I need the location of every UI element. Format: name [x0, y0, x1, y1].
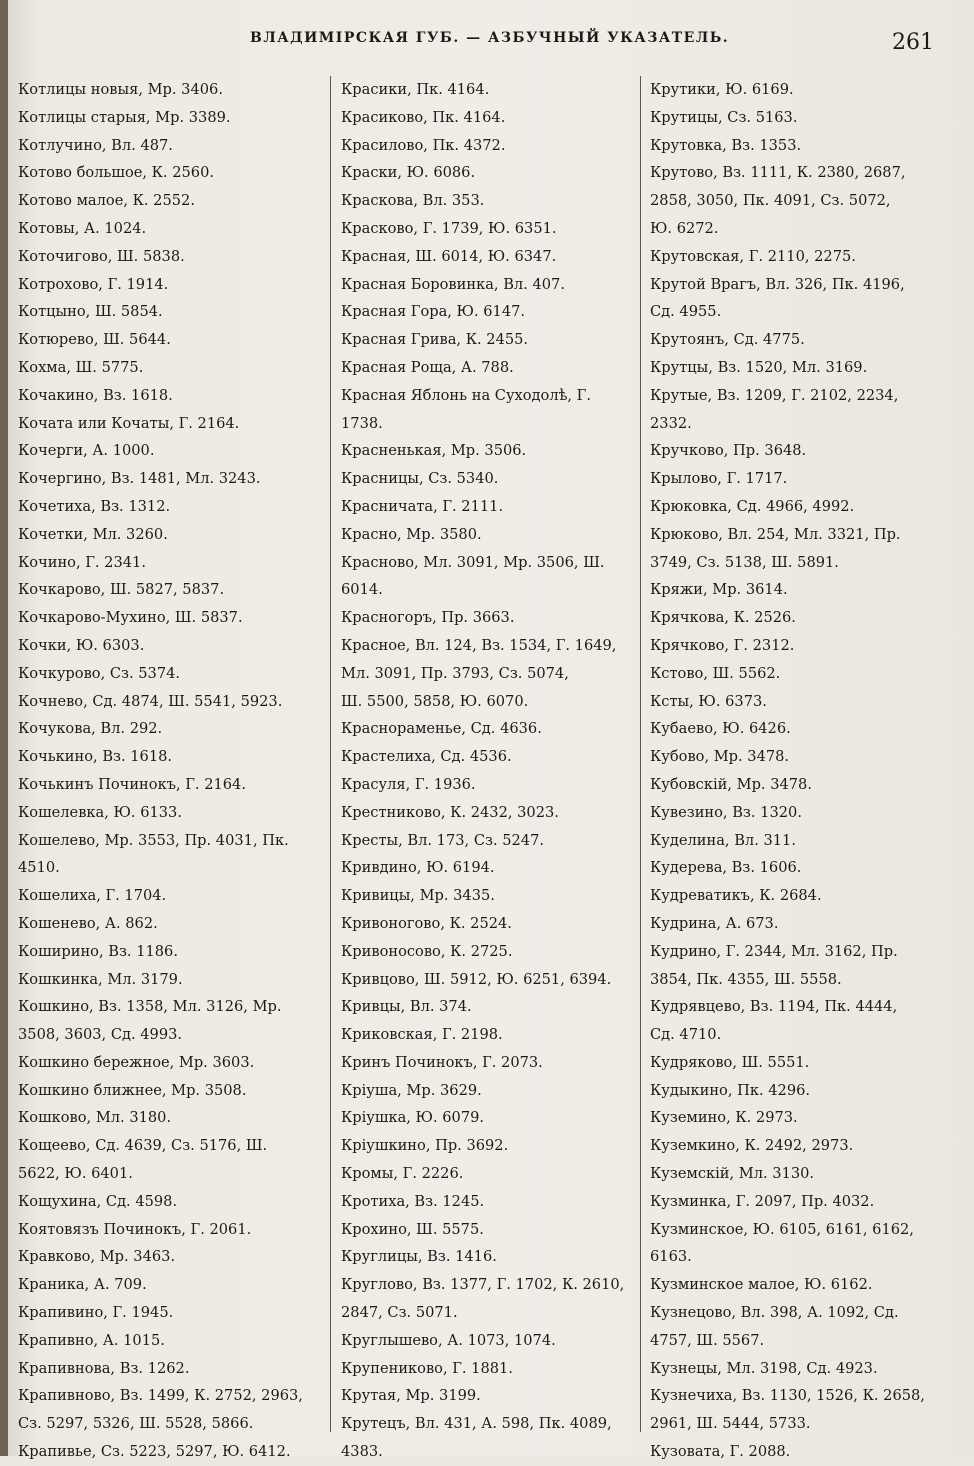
index-entry-line: Котюрево, Ш. 5644.: [18, 331, 171, 349]
index-entry-line: Крастелиха, Сд. 4536.: [341, 748, 512, 766]
index-entry-line: Крутецъ, Вл. 431, А. 598, Пк. 4089,: [341, 1415, 612, 1433]
index-entry-line: Кохма, Ш. 5775.: [18, 358, 144, 376]
index-entry: [650, 521, 950, 577]
index-entry: [650, 715, 950, 743]
index-entry-line: Кубаево, Ю. 6426.: [650, 720, 791, 738]
index-entry-line: Крапивно, А. 1015.: [18, 1331, 165, 1349]
index-entry-line: Красново, Мл. 3091, Мр. 3506, Ш.: [341, 553, 605, 571]
index-entry-line: Кубовскiй, Мр. 3478.: [650, 775, 812, 793]
index-entry-line: Крапивново, Вз. 1499, К. 2752, 2963,: [18, 1387, 303, 1405]
index-entry-line: 3854, Пк. 4355, Ш. 5558.: [650, 970, 842, 988]
index-entry-line: Красуля, Г. 1936.: [341, 775, 476, 793]
index-entry-line: Красилово, Пк. 4372.: [341, 136, 506, 154]
index-entry: [650, 1132, 950, 1160]
index-entry-line: Кудряково, Ш. 5551.: [650, 1053, 810, 1071]
index-entry-line: Кудреватикъ, К. 2684.: [650, 887, 822, 905]
index-entry: [18, 132, 326, 160]
index-entry-line: Коятовязъ Починокъ, Г. 2061.: [18, 1220, 252, 1238]
index-entry-line: 2961, Ш. 5444, 5733.: [650, 1415, 811, 1433]
index-entry-line: 5622, Ю. 6401.: [18, 1165, 133, 1183]
index-entry-line: Кочкарово, Ш. 5827, 5837.: [18, 581, 225, 599]
index-entry-line: Кузнечиха, Вз. 1130, 1526, К. 2658,: [650, 1387, 925, 1405]
index-entry-line: Кошкино ближнее, Мр. 3508.: [18, 1081, 247, 1099]
index-entry-line: 6014.: [341, 581, 383, 599]
index-entry: [18, 632, 326, 660]
index-entry: [18, 437, 326, 465]
index-entry: [341, 771, 635, 799]
index-entry-line: Кошкинка, Мл. 3179.: [18, 970, 183, 988]
index-entry: [18, 1132, 326, 1188]
index-entry-line: Кочькино, Вз. 1618.: [18, 748, 173, 766]
index-entry-line: Кошелевка, Ю. 6133.: [18, 803, 182, 821]
index-entry: [650, 1299, 950, 1355]
index-entry: [650, 827, 950, 855]
index-entry: [650, 1438, 950, 1466]
index-entry-line: Крылово, Г. 1717.: [650, 470, 788, 488]
index-entry: [341, 1160, 635, 1188]
index-entry-line: Крохино, Ш. 5575.: [341, 1220, 484, 1238]
index-entry-line: Кузнецы, Мл. 3198, Сд. 4923.: [650, 1359, 878, 1377]
index-entry: [18, 743, 326, 771]
index-entry: [18, 549, 326, 577]
index-entry-line: Куделина, Вл. 311.: [650, 831, 796, 849]
index-entry-line: Кошелево, Мр. 3553, Пр. 4031, Пк.: [18, 831, 289, 849]
index-entry-line: Кривдино, Ю. 6194.: [341, 859, 495, 877]
index-entry-line: Сз. 5297, 5326, Ш. 5528, 5866.: [18, 1415, 254, 1433]
index-entry-line: Кромы, Г. 2226.: [341, 1165, 464, 1183]
index-entry: [341, 1188, 635, 1216]
index-entry: [650, 632, 950, 660]
index-entry: [341, 493, 635, 521]
index-entry-line: Крупениково, Г. 1881.: [341, 1359, 513, 1377]
index-entry: [650, 854, 950, 882]
index-entry-line: Краски, Ю. 6086.: [341, 164, 476, 182]
index-entry: [341, 159, 635, 187]
index-entry-line: 4757, Ш. 5567.: [650, 1331, 765, 1349]
index-entry-line: Крутцы, Вз. 1520, Мл. 3169.: [650, 358, 868, 376]
index-entry: [18, 298, 326, 326]
index-entry: [650, 576, 950, 604]
index-entry: [341, 938, 635, 966]
index-entry-line: Красково, Г. 1739, Ю. 6351.: [341, 219, 557, 237]
index-entry: [650, 604, 950, 632]
index-entry: [650, 910, 950, 938]
index-entry-line: Крутая, Мр. 3199.: [341, 1387, 481, 1405]
index-entry-line: Крутые, Вз. 1209, Г. 2102, 2234,: [650, 386, 899, 404]
index-entry-line: Коточигово, Ш. 5838.: [18, 247, 185, 265]
index-entry: [341, 549, 635, 605]
index-entry-line: Кузминка, Г. 2097, Пр. 4032.: [650, 1192, 875, 1210]
index-entry-line: Кошкино, Вз. 1358, Мл. 3126, Мр.: [18, 998, 282, 1016]
index-entry: [18, 76, 326, 104]
index-entry: [341, 715, 635, 743]
index-entry-line: Крутоянъ, Сд. 4775.: [650, 331, 805, 349]
index-entry-line: Кузминское малое, Ю. 6162.: [650, 1276, 873, 1294]
column-3: [650, 76, 950, 1461]
index-entry: [341, 76, 635, 104]
index-entry-line: Сд. 4710.: [650, 1026, 722, 1044]
index-entry-line: Круглицы, Вз. 1416.: [341, 1248, 497, 1266]
index-entry-line: Кривцы, Вл. 374.: [341, 998, 472, 1016]
index-entry-line: Кочино, Г. 2341.: [18, 553, 146, 571]
index-entry-line: Красная Боровинка, Вл. 407.: [341, 275, 565, 293]
index-entry-line: Красная Грива, К. 2455.: [341, 331, 529, 349]
index-entry: [341, 1243, 635, 1271]
index-entry-line: Котовы, А. 1024.: [18, 219, 147, 237]
index-entry-line: Крюково, Вл. 254, Мл. 3321, Пр.: [650, 525, 901, 543]
index-entry-line: Красничата, Г. 2111.: [341, 497, 504, 515]
index-entry: [650, 1077, 950, 1105]
index-entry: [18, 1271, 326, 1299]
index-entry: [341, 1104, 635, 1132]
index-entry-line: Красненькая, Мр. 3506.: [341, 442, 527, 460]
index-entry-line: Кузоватa, Г. 2088.: [650, 1443, 791, 1461]
index-entry: [18, 382, 326, 410]
index-entry-line: Кудрявцево, Вз. 1194, Пк. 4444,: [650, 998, 898, 1016]
index-entry-line: 3749, Сз. 5138, Ш. 5891.: [650, 553, 839, 571]
index-entry: [650, 688, 950, 716]
index-entry: [650, 938, 950, 994]
index-entry-line: Круглово, Вз. 1377, Г. 1702, К. 2610,: [341, 1276, 625, 1294]
index-entry-line: Кочнево, Сд. 4874, Ш. 5541, 5923.: [18, 692, 283, 710]
index-entry-line: Кручково, Пр. 3648.: [650, 442, 807, 460]
index-entry-line: Куземскiй, Мл. 3130.: [650, 1165, 815, 1183]
index-entry-line: Крюковка, Сд. 4966, 4992.: [650, 497, 855, 515]
index-entry: [18, 660, 326, 688]
index-entry-line: Кривоносово, К. 2725.: [341, 942, 513, 960]
index-entry: [650, 882, 950, 910]
index-entry: [18, 688, 326, 716]
index-entry-line: 4510.: [18, 859, 60, 877]
index-entry: [341, 521, 635, 549]
page-edge: [0, 0, 8, 1456]
index-entry-line: Краснораменье, Сд. 4636.: [341, 720, 542, 738]
index-entry-line: Кузнецово, Вл. 398, А. 1092, Сд.: [650, 1304, 899, 1322]
index-entry-line: Куземино, К. 2973.: [650, 1109, 798, 1127]
index-entry-line: Кошкино бережное, Мр. 3603.: [18, 1053, 255, 1071]
index-entry-line: Крапивино, Г. 1945.: [18, 1304, 174, 1322]
index-entry: [18, 271, 326, 299]
index-entry: [18, 410, 326, 438]
index-entry: [18, 1355, 326, 1383]
index-entry: [650, 799, 950, 827]
index-entry-line: Мл. 3091, Пр. 3793, Сз. 5074,: [341, 664, 569, 682]
index-entry-line: Крутики, Ю. 6169.: [650, 81, 794, 98]
index-entry-line: Кувезино, Вз. 1320.: [650, 803, 802, 821]
index-entry-line: Крячкова, К. 2526.: [650, 609, 796, 627]
index-entry-line: Котцыно, Ш. 5854.: [18, 303, 163, 321]
index-entry-line: Крестниково, К. 2432, 3023.: [341, 803, 559, 821]
index-entry: [341, 1355, 635, 1383]
index-entry: [18, 493, 326, 521]
index-entry-line: Кривцово, Ш. 5912, Ю. 6251, 6394.: [341, 970, 612, 988]
index-entry-line: Коширино, Вз. 1186.: [18, 942, 178, 960]
index-entry: [341, 354, 635, 382]
index-entry: [650, 243, 950, 271]
index-entry-line: Крапивье, Сз. 5223, 5297, Ю. 6412.: [18, 1443, 291, 1461]
index-entry: [18, 576, 326, 604]
index-entry: [18, 938, 326, 966]
index-entry: [18, 882, 326, 910]
index-entry: [650, 660, 950, 688]
index-entry-line: Кочерги, А. 1000.: [18, 442, 155, 460]
index-entry-line: Кочетки, Мл. 3260.: [18, 525, 168, 543]
index-entry: [341, 271, 635, 299]
index-entry: [650, 1160, 950, 1188]
index-entry-line: Красно, Мр. 3580.: [341, 525, 482, 543]
column-rule-right: [640, 76, 641, 1432]
index-entry-line: Кочергино, Вз. 1481, Мл. 3243.: [18, 470, 261, 488]
index-entry: [650, 1049, 950, 1077]
index-entry-line: Красницы, Сз. 5340.: [341, 470, 499, 488]
page-number: 261: [892, 30, 934, 55]
index-entry: [18, 1243, 326, 1271]
index-entry: [341, 1049, 635, 1077]
index-entry: [18, 771, 326, 799]
index-entry-line: Крапивнова, Вз. 1262.: [18, 1359, 190, 1377]
index-entry-line: Кошелиха, Г. 1704.: [18, 887, 167, 905]
index-entry-line: Крiуша, Мр. 3629.: [341, 1081, 482, 1099]
index-entry-line: Круглышево, А. 1073, 1074.: [341, 1331, 556, 1349]
index-entry: [341, 1382, 635, 1410]
index-entry: [341, 104, 635, 132]
index-entry-line: Кудрина, А. 673.: [650, 914, 779, 932]
index-entry: [650, 1104, 950, 1132]
column-1: [18, 76, 326, 1461]
index-entry-line: Крiушкино, Пр. 3692.: [341, 1137, 509, 1155]
index-entry: [341, 966, 635, 994]
index-entry-line: 1738.: [341, 414, 383, 432]
index-entry-line: Красная Гора, Ю. 6147.: [341, 303, 526, 321]
column-rule-left: [330, 76, 331, 1432]
index-entry: [650, 132, 950, 160]
index-entry-line: Крiушка, Ю. 6079.: [341, 1109, 485, 1127]
index-entry: [18, 604, 326, 632]
index-entry: [18, 799, 326, 827]
index-entry: [650, 993, 950, 1049]
index-entry-line: Красиково, Пк. 4164.: [341, 108, 506, 126]
index-entry-line: Крутицы, Сз. 5163.: [650, 108, 798, 126]
index-entry-line: Кочакино, Вз. 1618.: [18, 386, 173, 404]
index-entry-line: Кстово, Ш. 5562.: [650, 664, 781, 682]
index-entry-line: Кочькинъ Починокъ, Г. 2164.: [18, 775, 246, 793]
index-entry-line: 2332.: [650, 414, 692, 432]
index-entry: [650, 1271, 950, 1299]
index-entry-line: Кудыкино, Пк. 4296.: [650, 1081, 811, 1099]
index-entry-line: Криковская, Г. 2198.: [341, 1026, 503, 1044]
index-entry-line: Кряжи, Мр. 3614.: [650, 581, 788, 599]
index-entry-line: Краскова, Вл. 353.: [341, 192, 485, 210]
index-entry-line: Кочетиха, Вз. 1312.: [18, 497, 171, 515]
index-entry: [18, 1104, 326, 1132]
index-entry: [18, 465, 326, 493]
index-entry: [18, 910, 326, 938]
index-entry-line: Ш. 5500, 5858, Ю. 6070.: [341, 692, 529, 710]
index-entry-line: Котлицы старыя, Мр. 3389.: [18, 108, 231, 126]
index-entry: [650, 743, 950, 771]
index-entry: [341, 298, 635, 326]
index-entry-line: Котлицы новыя, Мр. 3406.: [18, 81, 223, 98]
index-entry: [341, 910, 635, 938]
index-entry-line: Кринъ Починокъ, Г. 2073.: [341, 1053, 543, 1071]
index-entry: [18, 1438, 326, 1466]
index-entry-line: Крутой Врагъ, Вл. 326, Пк. 4196,: [650, 275, 905, 293]
index-entry: [650, 493, 950, 521]
index-entry: [341, 1077, 635, 1105]
index-entry-line: Кудрино, Г. 2344, Мл. 3162, Пр.: [650, 942, 898, 960]
index-entry: [18, 1382, 326, 1438]
index-entry: [341, 187, 635, 215]
index-entry-line: Котово малое, К. 2552.: [18, 192, 195, 210]
index-entry-line: Кощеево, Сд. 4639, Сз. 5176, Ш.: [18, 1137, 268, 1155]
index-entry: [341, 437, 635, 465]
index-entry-line: Кочкарово-Мухино, Ш. 5837.: [18, 609, 243, 627]
index-entry: [341, 465, 635, 493]
index-entry-line: Котрохово, Г. 1914.: [18, 275, 169, 293]
index-entry-line: Котово большое, К. 2560.: [18, 164, 214, 182]
index-entry: [650, 159, 950, 242]
index-entry-line: Красное, Вл. 124, Вз. 1534, Г. 1649,: [341, 636, 617, 654]
index-entry-line: Крутовка, Вз. 1353.: [650, 136, 802, 154]
index-entry-line: Кресты, Вл. 173, Сз. 5247.: [341, 831, 545, 849]
index-entry: [341, 1021, 635, 1049]
index-entry-line: Ю. 6272.: [650, 219, 719, 237]
running-header: ВЛАДИМIРСКАЯ ГУБ. — АЗБУЧНЫЙ УКАЗАТЕЛЬ.: [250, 30, 730, 46]
index-entry-line: Кротиха, Вз. 1245.: [341, 1192, 485, 1210]
index-entry: [341, 1271, 635, 1327]
index-entry: [18, 1049, 326, 1077]
index-entry: [18, 215, 326, 243]
index-entry: [341, 1216, 635, 1244]
index-entry: [650, 354, 950, 382]
index-entry: [18, 354, 326, 382]
index-entry: [18, 159, 326, 187]
index-entry-line: Красная, Ш. 6014, Ю. 6347.: [341, 247, 557, 265]
index-entry: [650, 382, 950, 438]
index-entry: [341, 993, 635, 1021]
index-entry: [341, 132, 635, 160]
index-entry: [650, 1188, 950, 1216]
index-entry-line: Котлучино, Вл. 487.: [18, 136, 173, 154]
index-entry-line: Ксты, Ю. 6373.: [650, 692, 767, 710]
index-entry: [650, 326, 950, 354]
index-entry: [650, 1355, 950, 1383]
index-entry: [18, 966, 326, 994]
index-entry: [341, 827, 635, 855]
index-entry: [18, 715, 326, 743]
index-entry-line: Кривицы, Мр. 3435.: [341, 887, 495, 905]
index-entry: [18, 187, 326, 215]
index-entry-line: Кошково, Мл. 3180.: [18, 1109, 172, 1127]
index-entry: [341, 382, 635, 438]
index-entry: [341, 743, 635, 771]
index-entry: [341, 604, 635, 632]
index-entry-line: Кочки, Ю. 6303.: [18, 636, 145, 654]
index-entry: [650, 465, 950, 493]
index-entry-line: Крутово, Вз. 1111, К. 2380, 2687,: [650, 164, 906, 182]
index-entry: [341, 799, 635, 827]
index-entry-line: Кощухина, Сд. 4598.: [18, 1192, 178, 1210]
index-entry-line: Кубово, Мр. 3478.: [650, 748, 790, 766]
index-entry: [650, 104, 950, 132]
index-entry: [650, 1216, 950, 1272]
index-entry-line: Краника, А. 709.: [18, 1276, 147, 1294]
index-entry: [18, 243, 326, 271]
index-entry: [341, 1410, 635, 1466]
index-entry: [650, 771, 950, 799]
index-entry-line: 4383.: [341, 1443, 383, 1461]
index-entry-line: Кравково, Мр. 3463.: [18, 1248, 176, 1266]
index-entry: [18, 104, 326, 132]
index-entry-line: Кудерева, Вз. 1606.: [650, 859, 802, 877]
index-entry-line: Кузминское, Ю. 6105, 6161, 6162,: [650, 1220, 914, 1238]
index-entry-line: 2847, Сз. 5071.: [341, 1304, 458, 1322]
index-entry-line: 3508, 3603, Сд. 4993.: [18, 1026, 183, 1044]
index-entry: [18, 1299, 326, 1327]
index-entry: [650, 1382, 950, 1438]
index-entry: [18, 993, 326, 1049]
index-entry-line: Красики, Пк. 4164.: [341, 81, 490, 98]
index-entry-line: Крутовская, Г. 2110, 2275.: [650, 247, 856, 265]
index-entry: [341, 1132, 635, 1160]
index-entry: [341, 632, 635, 715]
index-entry: [18, 1327, 326, 1355]
index-entry-line: Кочукова, Вл. 292.: [18, 720, 163, 738]
index-entry: [650, 76, 950, 104]
column-2: [341, 76, 635, 1461]
index-entry-line: 2858, 3050, Пк. 4091, Сз. 5072,: [650, 192, 891, 210]
index-entry-line: Кочкурово, Сз. 5374.: [18, 664, 181, 682]
index-entry-line: Кривоногово, К. 2524.: [341, 914, 512, 932]
index-entry-line: Кошенево, А. 862.: [18, 914, 158, 932]
index-entry: [18, 1216, 326, 1244]
index-entry: [18, 1188, 326, 1216]
index-entry: [18, 521, 326, 549]
index-entry: [18, 827, 326, 883]
index-entry: [341, 243, 635, 271]
index-entry: [341, 215, 635, 243]
index-entry-line: Кочата или Кочаты, Г. 2164.: [18, 414, 240, 432]
index-entry-line: Сд. 4955.: [650, 303, 722, 321]
index-entry: [341, 854, 635, 882]
index-entry-line: Красная Роща, А. 788.: [341, 358, 514, 376]
index-entry-line: Красная Яблонь на Суходолѣ, Г.: [341, 386, 591, 404]
index-entry: [650, 271, 950, 327]
index-entry-line: Куземкино, К. 2492, 2973.: [650, 1137, 854, 1155]
index-entry: [341, 326, 635, 354]
index-entry: [18, 1077, 326, 1105]
index-entry: [650, 437, 950, 465]
index-entry: [18, 326, 326, 354]
index-entry: [341, 1327, 635, 1355]
index-entry-line: Крячково, Г. 2312.: [650, 636, 795, 654]
index-entry: [341, 882, 635, 910]
index-entry-line: Красногоръ, Пр. 3663.: [341, 609, 515, 627]
index-entry-line: 6163.: [650, 1248, 692, 1266]
